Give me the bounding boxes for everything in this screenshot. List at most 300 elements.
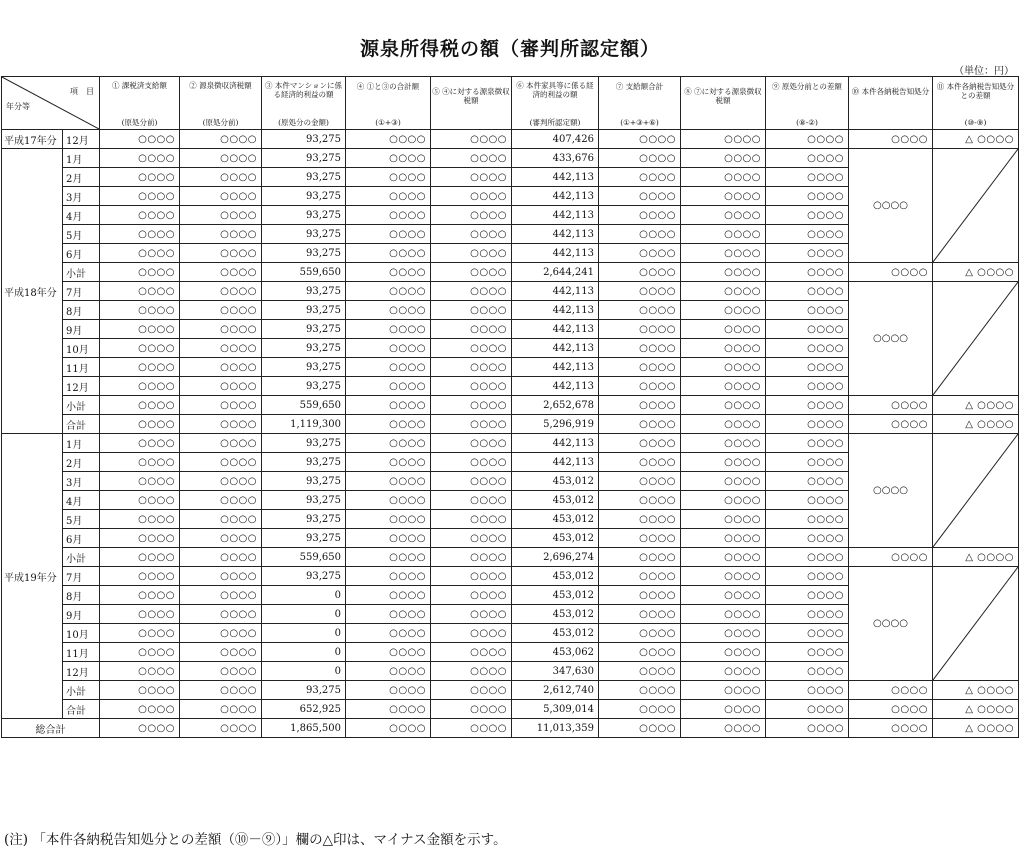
masked-amount-cell: ○○○○ <box>180 263 262 282</box>
masked-amount-cell: ○○○○ <box>180 662 262 681</box>
mansion-benefit-amount: 93,275 <box>262 472 346 491</box>
mansion-benefit-amount: 93,275 <box>262 225 346 244</box>
furniture-benefit-amount: 433,676 <box>512 149 599 168</box>
masked-amount-cell: ○○○○ <box>849 719 933 738</box>
column-header-name: ② 源泉徴収済税額 <box>189 81 252 90</box>
masked-amount-cell: ○○○○ <box>766 491 849 510</box>
masked-amount-cell: ○○○○ <box>100 130 180 149</box>
masked-amount-cell: ○○○○ <box>180 149 262 168</box>
month-label: 11月 <box>63 358 100 377</box>
masked-amount-cell: ○○○○ <box>599 225 681 244</box>
masked-amount-cell: ○○○○ <box>766 415 849 434</box>
column-header-name: ⑩ 本件各納税告知処分 <box>851 86 930 96</box>
month-label: 合計 <box>63 415 100 434</box>
masked-amount-cell: ○○○○ <box>599 358 681 377</box>
masked-amount-cell: ○○○○ <box>681 225 766 244</box>
masked-amount-cell: ○○○○ <box>766 282 849 301</box>
furniture-benefit-amount: 453,012 <box>512 605 599 624</box>
column-header-name: ⑪ 本件各納税告知処分との差額 <box>936 82 1015 100</box>
mansion-benefit-amount: 559,650 <box>262 396 346 415</box>
masked-amount-cell: ○○○○ <box>431 244 512 263</box>
column-header-formula: (審判所認定額) <box>529 118 581 127</box>
column-header-formula: (①+③) <box>375 118 401 127</box>
mansion-benefit-amount: 93,275 <box>262 244 346 263</box>
masked-amount-cell: ○○○○ <box>599 453 681 472</box>
furniture-benefit-amount: 453,012 <box>512 491 599 510</box>
masked-amount-cell: ○○○○ <box>766 434 849 453</box>
month-label: 4月 <box>63 206 100 225</box>
masked-amount-cell: ○○○○ <box>100 700 180 719</box>
header-corner-cell <box>2 77 100 130</box>
masked-amount-cell: ○○○○ <box>431 206 512 225</box>
merged-notice-amount: ○○○○ <box>849 149 933 263</box>
masked-amount-cell: ○○○○ <box>180 339 262 358</box>
masked-amount-cell: ○○○○ <box>100 206 180 225</box>
masked-amount-cell: ○○○○ <box>100 491 180 510</box>
masked-amount-cell: ○○○○ <box>599 586 681 605</box>
masked-amount-cell: ○○○○ <box>849 700 933 719</box>
masked-amount-cell: ○○○○ <box>346 225 431 244</box>
furniture-benefit-amount: 442,113 <box>512 244 599 263</box>
masked-amount-cell: ○○○○ <box>681 415 766 434</box>
mansion-benefit-amount: 0 <box>262 643 346 662</box>
masked-amount-cell: ○○○○ <box>849 548 933 567</box>
column-header-name: ⑦ 支給額合計 <box>615 82 664 91</box>
masked-amount-cell: ○○○○ <box>431 339 512 358</box>
masked-amount-cell: ○○○○ <box>766 339 849 358</box>
month-label: 小計 <box>63 263 100 282</box>
masked-amount-cell: ○○○○ <box>100 358 180 377</box>
furniture-benefit-amount: 453,012 <box>512 624 599 643</box>
table-row <box>2 415 1019 434</box>
minus-amount-cell: △ ○○○○ <box>933 263 1019 282</box>
masked-amount-cell: ○○○○ <box>599 149 681 168</box>
masked-amount-cell: ○○○○ <box>681 567 766 586</box>
month-label: 12月 <box>63 130 100 149</box>
masked-amount-cell: ○○○○ <box>346 130 431 149</box>
masked-amount-cell: ○○○○ <box>681 206 766 225</box>
masked-amount-cell: ○○○○ <box>849 415 933 434</box>
masked-amount-cell: ○○○○ <box>766 624 849 643</box>
masked-amount-cell: ○○○○ <box>180 700 262 719</box>
masked-amount-cell: ○○○○ <box>681 396 766 415</box>
masked-amount-cell: ○○○○ <box>180 624 262 643</box>
masked-amount-cell: ○○○○ <box>100 434 180 453</box>
masked-amount-cell: ○○○○ <box>346 662 431 681</box>
furniture-benefit-amount: 442,113 <box>512 206 599 225</box>
masked-amount-cell: ○○○○ <box>431 225 512 244</box>
masked-amount-cell: ○○○○ <box>766 700 849 719</box>
masked-amount-cell: ○○○○ <box>180 282 262 301</box>
mansion-benefit-amount: 0 <box>262 605 346 624</box>
masked-amount-cell: ○○○○ <box>346 643 431 662</box>
table-row <box>2 681 1019 700</box>
masked-amount-cell: ○○○○ <box>431 662 512 681</box>
masked-amount-cell: ○○○○ <box>599 320 681 339</box>
month-label: 9月 <box>63 320 100 339</box>
mansion-benefit-amount: 0 <box>262 662 346 681</box>
furniture-benefit-amount: 442,113 <box>512 339 599 358</box>
masked-amount-cell: ○○○○ <box>100 548 180 567</box>
mansion-benefit-amount: 93,275 <box>262 339 346 358</box>
month-label: 合計 <box>63 700 100 719</box>
furniture-benefit-amount: 11,013,359 <box>512 719 599 738</box>
masked-amount-cell: ○○○○ <box>431 510 512 529</box>
furniture-benefit-amount: 442,113 <box>512 320 599 339</box>
masked-amount-cell: ○○○○ <box>599 529 681 548</box>
masked-amount-cell: ○○○○ <box>100 187 180 206</box>
masked-amount-cell: ○○○○ <box>431 377 512 396</box>
furniture-benefit-amount: 453,012 <box>512 529 599 548</box>
column-header <box>100 77 180 130</box>
table-row <box>2 548 1019 567</box>
column-header <box>262 77 346 130</box>
masked-amount-cell: ○○○○ <box>431 681 512 700</box>
table-row <box>2 567 1019 586</box>
masked-amount-cell: ○○○○ <box>100 567 180 586</box>
masked-amount-cell: ○○○○ <box>766 301 849 320</box>
month-label: 小計 <box>63 396 100 415</box>
masked-amount-cell: ○○○○ <box>681 168 766 187</box>
furniture-benefit-amount: 442,113 <box>512 358 599 377</box>
masked-amount-cell: ○○○○ <box>431 358 512 377</box>
masked-amount-cell: ○○○○ <box>180 491 262 510</box>
masked-amount-cell: ○○○○ <box>180 510 262 529</box>
masked-amount-cell: ○○○○ <box>766 472 849 491</box>
masked-amount-cell: ○○○○ <box>766 263 849 282</box>
masked-amount-cell: ○○○○ <box>180 206 262 225</box>
mansion-benefit-amount: 93,275 <box>262 358 346 377</box>
column-header <box>346 77 431 130</box>
footnote: (注) 「本件各納税告知処分との差額（⑩－⑨）」欄の△印は、マイナス金額を示す。 <box>4 832 507 848</box>
column-header-formula: (原処分の金額) <box>278 118 329 127</box>
masked-amount-cell: ○○○○ <box>180 643 262 662</box>
corner-item-label: 項 目 <box>70 87 94 96</box>
furniture-benefit-amount: 442,113 <box>512 434 599 453</box>
masked-amount-cell: ○○○○ <box>100 301 180 320</box>
month-label: 5月 <box>63 510 100 529</box>
month-label: 3月 <box>63 472 100 491</box>
furniture-benefit-amount: 2,652,678 <box>512 396 599 415</box>
masked-amount-cell: ○○○○ <box>100 339 180 358</box>
masked-amount-cell: ○○○○ <box>681 320 766 339</box>
diagonal-line <box>933 567 1018 680</box>
masked-amount-cell: ○○○○ <box>346 453 431 472</box>
masked-amount-cell: ○○○○ <box>431 548 512 567</box>
masked-amount-cell: ○○○○ <box>599 624 681 643</box>
masked-amount-cell: ○○○○ <box>681 453 766 472</box>
column-header-formula: (①+③+⑥) <box>620 118 659 127</box>
masked-amount-cell: ○○○○ <box>100 719 180 738</box>
month-label: 5月 <box>63 225 100 244</box>
masked-amount-cell: ○○○○ <box>346 681 431 700</box>
masked-amount-cell: ○○○○ <box>346 624 431 643</box>
masked-amount-cell: ○○○○ <box>180 168 262 187</box>
month-label: 7月 <box>63 567 100 586</box>
month-label: 12月 <box>63 377 100 396</box>
mansion-benefit-amount: 93,275 <box>262 187 346 206</box>
masked-amount-cell: ○○○○ <box>100 453 180 472</box>
column-header-formula: (⑩-⑨) <box>964 118 987 127</box>
masked-amount-cell: ○○○○ <box>681 719 766 738</box>
masked-amount-cell: ○○○○ <box>681 130 766 149</box>
masked-amount-cell: ○○○○ <box>681 586 766 605</box>
masked-amount-cell: ○○○○ <box>180 244 262 263</box>
masked-amount-cell: ○○○○ <box>681 187 766 206</box>
furniture-benefit-amount: 453,062 <box>512 643 599 662</box>
masked-amount-cell: ○○○○ <box>100 415 180 434</box>
year-label: 平成17年分 <box>2 130 63 149</box>
column-header-name: ① 課税済支給額 <box>112 81 167 90</box>
masked-amount-cell: ○○○○ <box>599 396 681 415</box>
column-header-formula: (原処分前) <box>121 118 158 127</box>
column-header-formula: (⑧-②) <box>796 118 818 127</box>
header-row <box>2 77 1019 130</box>
masked-amount-cell: ○○○○ <box>766 567 849 586</box>
masked-amount-cell: ○○○○ <box>681 624 766 643</box>
masked-amount-cell: ○○○○ <box>766 206 849 225</box>
mansion-benefit-amount: 1,865,500 <box>262 719 346 738</box>
masked-amount-cell: ○○○○ <box>766 244 849 263</box>
column-header-name: ③ 本件マンションに係る経済的利益の額 <box>264 81 343 99</box>
mansion-benefit-amount: 652,925 <box>262 700 346 719</box>
masked-amount-cell: ○○○○ <box>681 643 766 662</box>
masked-amount-cell: ○○○○ <box>346 415 431 434</box>
masked-amount-cell: ○○○○ <box>766 168 849 187</box>
mansion-benefit-amount: 93,275 <box>262 130 346 149</box>
masked-amount-cell: ○○○○ <box>346 149 431 168</box>
month-label: 10月 <box>63 339 100 358</box>
mansion-benefit-amount: 93,275 <box>262 149 346 168</box>
mansion-benefit-amount: 0 <box>262 624 346 643</box>
masked-amount-cell: ○○○○ <box>681 510 766 529</box>
masked-amount-cell: ○○○○ <box>180 453 262 472</box>
masked-amount-cell: ○○○○ <box>766 453 849 472</box>
month-label: 小計 <box>63 681 100 700</box>
column-header <box>512 77 599 130</box>
masked-amount-cell: ○○○○ <box>681 149 766 168</box>
masked-amount-cell: ○○○○ <box>681 662 766 681</box>
masked-amount-cell: ○○○○ <box>681 548 766 567</box>
masked-amount-cell: ○○○○ <box>346 586 431 605</box>
masked-amount-cell: ○○○○ <box>180 529 262 548</box>
furniture-benefit-amount: 442,113 <box>512 225 599 244</box>
furniture-benefit-amount: 347,630 <box>512 662 599 681</box>
masked-amount-cell: ○○○○ <box>681 282 766 301</box>
masked-amount-cell: ○○○○ <box>346 263 431 282</box>
furniture-benefit-amount: 2,696,274 <box>512 548 599 567</box>
month-label: 2月 <box>63 453 100 472</box>
masked-amount-cell: ○○○○ <box>346 206 431 225</box>
masked-amount-cell: ○○○○ <box>766 586 849 605</box>
mansion-benefit-amount: 93,275 <box>262 567 346 586</box>
furniture-benefit-amount: 453,012 <box>512 586 599 605</box>
masked-amount-cell: ○○○○ <box>599 301 681 320</box>
masked-amount-cell: ○○○○ <box>766 396 849 415</box>
column-header <box>766 77 849 130</box>
masked-amount-cell: ○○○○ <box>599 434 681 453</box>
furniture-benefit-amount: 442,113 <box>512 187 599 206</box>
masked-amount-cell: ○○○○ <box>346 472 431 491</box>
masked-amount-cell: ○○○○ <box>431 320 512 339</box>
masked-amount-cell: ○○○○ <box>431 567 512 586</box>
masked-amount-cell: ○○○○ <box>849 396 933 415</box>
masked-amount-cell: ○○○○ <box>431 719 512 738</box>
diagonal-cell <box>933 567 1019 681</box>
masked-amount-cell: ○○○○ <box>346 491 431 510</box>
furniture-benefit-amount: 453,012 <box>512 472 599 491</box>
column-header-name: ④ ①と③の合計額 <box>356 82 420 91</box>
masked-amount-cell: ○○○○ <box>599 681 681 700</box>
masked-amount-cell: ○○○○ <box>599 206 681 225</box>
masked-amount-cell: ○○○○ <box>681 358 766 377</box>
month-label: 11月 <box>63 643 100 662</box>
column-header <box>933 77 1019 130</box>
masked-amount-cell: ○○○○ <box>599 548 681 567</box>
mansion-benefit-amount: 93,275 <box>262 282 346 301</box>
masked-amount-cell: ○○○○ <box>180 130 262 149</box>
masked-amount-cell: ○○○○ <box>766 225 849 244</box>
masked-amount-cell: ○○○○ <box>180 605 262 624</box>
masked-amount-cell: ○○○○ <box>849 130 933 149</box>
masked-amount-cell: ○○○○ <box>599 643 681 662</box>
column-header <box>599 77 681 130</box>
mansion-benefit-amount: 93,275 <box>262 301 346 320</box>
month-label: 9月 <box>63 605 100 624</box>
masked-amount-cell: ○○○○ <box>180 719 262 738</box>
furniture-benefit-amount: 442,113 <box>512 301 599 320</box>
unit-label: （単位：円） <box>954 66 1014 77</box>
masked-amount-cell: ○○○○ <box>346 548 431 567</box>
masked-amount-cell: ○○○○ <box>180 358 262 377</box>
minus-amount-cell: △ ○○○○ <box>933 130 1019 149</box>
table-row <box>2 263 1019 282</box>
column-header <box>849 77 933 130</box>
masked-amount-cell: ○○○○ <box>100 624 180 643</box>
minus-amount-cell: △ ○○○○ <box>933 700 1019 719</box>
table-row <box>2 130 1019 149</box>
masked-amount-cell: ○○○○ <box>180 434 262 453</box>
mansion-benefit-amount: 93,275 <box>262 206 346 225</box>
masked-amount-cell: ○○○○ <box>766 358 849 377</box>
masked-amount-cell: ○○○○ <box>766 719 849 738</box>
column-header <box>180 77 262 130</box>
masked-amount-cell: ○○○○ <box>599 282 681 301</box>
tax-table <box>1 76 1019 738</box>
masked-amount-cell: ○○○○ <box>766 377 849 396</box>
month-label: 7月 <box>63 282 100 301</box>
furniture-benefit-amount: 442,113 <box>512 453 599 472</box>
masked-amount-cell: ○○○○ <box>346 320 431 339</box>
minus-amount-cell: △ ○○○○ <box>933 548 1019 567</box>
masked-amount-cell: ○○○○ <box>180 567 262 586</box>
mansion-benefit-amount: 93,275 <box>262 168 346 187</box>
furniture-benefit-amount: 2,612,740 <box>512 681 599 700</box>
masked-amount-cell: ○○○○ <box>100 472 180 491</box>
masked-amount-cell: ○○○○ <box>599 187 681 206</box>
mansion-benefit-amount: 0 <box>262 586 346 605</box>
masked-amount-cell: ○○○○ <box>100 282 180 301</box>
table-row <box>2 149 1019 168</box>
masked-amount-cell: ○○○○ <box>346 168 431 187</box>
masked-amount-cell: ○○○○ <box>681 377 766 396</box>
month-label: 1月 <box>63 149 100 168</box>
masked-amount-cell: ○○○○ <box>431 624 512 643</box>
masked-amount-cell: ○○○○ <box>180 681 262 700</box>
masked-amount-cell: ○○○○ <box>346 187 431 206</box>
masked-amount-cell: ○○○○ <box>100 320 180 339</box>
mansion-benefit-amount: 93,275 <box>262 510 346 529</box>
masked-amount-cell: ○○○○ <box>180 396 262 415</box>
month-label: 2月 <box>63 168 100 187</box>
masked-amount-cell: ○○○○ <box>681 529 766 548</box>
masked-amount-cell: ○○○○ <box>100 263 180 282</box>
masked-amount-cell: ○○○○ <box>100 225 180 244</box>
masked-amount-cell: ○○○○ <box>100 529 180 548</box>
masked-amount-cell: ○○○○ <box>849 263 933 282</box>
month-label: 1月 <box>63 434 100 453</box>
masked-amount-cell: ○○○○ <box>766 187 849 206</box>
masked-amount-cell: ○○○○ <box>100 681 180 700</box>
month-label: 10月 <box>63 624 100 643</box>
masked-amount-cell: ○○○○ <box>681 472 766 491</box>
masked-amount-cell: ○○○○ <box>431 453 512 472</box>
masked-amount-cell: ○○○○ <box>766 510 849 529</box>
masked-amount-cell: ○○○○ <box>180 415 262 434</box>
mansion-benefit-amount: 93,275 <box>262 453 346 472</box>
masked-amount-cell: ○○○○ <box>431 472 512 491</box>
masked-amount-cell: ○○○○ <box>599 662 681 681</box>
masked-amount-cell: ○○○○ <box>849 681 933 700</box>
furniture-benefit-amount: 407,426 <box>512 130 599 149</box>
masked-amount-cell: ○○○○ <box>766 149 849 168</box>
month-label: 12月 <box>63 662 100 681</box>
masked-amount-cell: ○○○○ <box>681 681 766 700</box>
masked-amount-cell: ○○○○ <box>599 244 681 263</box>
masked-amount-cell: ○○○○ <box>346 719 431 738</box>
masked-amount-cell: ○○○○ <box>180 472 262 491</box>
column-header-name: ⑥ 本件家具等に係る経済的利益の額 <box>516 81 594 99</box>
masked-amount-cell: ○○○○ <box>431 415 512 434</box>
masked-amount-cell: ○○○○ <box>431 301 512 320</box>
masked-amount-cell: ○○○○ <box>100 510 180 529</box>
masked-amount-cell: ○○○○ <box>346 396 431 415</box>
masked-amount-cell: ○○○○ <box>766 529 849 548</box>
year-label: 平成18年分 <box>2 149 63 434</box>
masked-amount-cell: ○○○○ <box>681 263 766 282</box>
masked-amount-cell: ○○○○ <box>599 472 681 491</box>
masked-amount-cell: ○○○○ <box>599 377 681 396</box>
masked-amount-cell: ○○○○ <box>346 301 431 320</box>
masked-amount-cell: ○○○○ <box>766 548 849 567</box>
masked-amount-cell: ○○○○ <box>599 700 681 719</box>
masked-amount-cell: ○○○○ <box>100 244 180 263</box>
diagonal-line <box>933 282 1018 395</box>
masked-amount-cell: ○○○○ <box>431 700 512 719</box>
month-label: 4月 <box>63 491 100 510</box>
furniture-benefit-amount: 442,113 <box>512 168 599 187</box>
furniture-benefit-amount: 453,012 <box>512 510 599 529</box>
masked-amount-cell: ○○○○ <box>180 187 262 206</box>
masked-amount-cell: ○○○○ <box>346 377 431 396</box>
mansion-benefit-amount: 93,275 <box>262 491 346 510</box>
corner-year-label: 年分等 <box>6 102 30 111</box>
table-row <box>2 434 1019 453</box>
month-label: 3月 <box>63 187 100 206</box>
masked-amount-cell: ○○○○ <box>180 225 262 244</box>
masked-amount-cell: ○○○○ <box>346 244 431 263</box>
masked-amount-cell: ○○○○ <box>346 339 431 358</box>
